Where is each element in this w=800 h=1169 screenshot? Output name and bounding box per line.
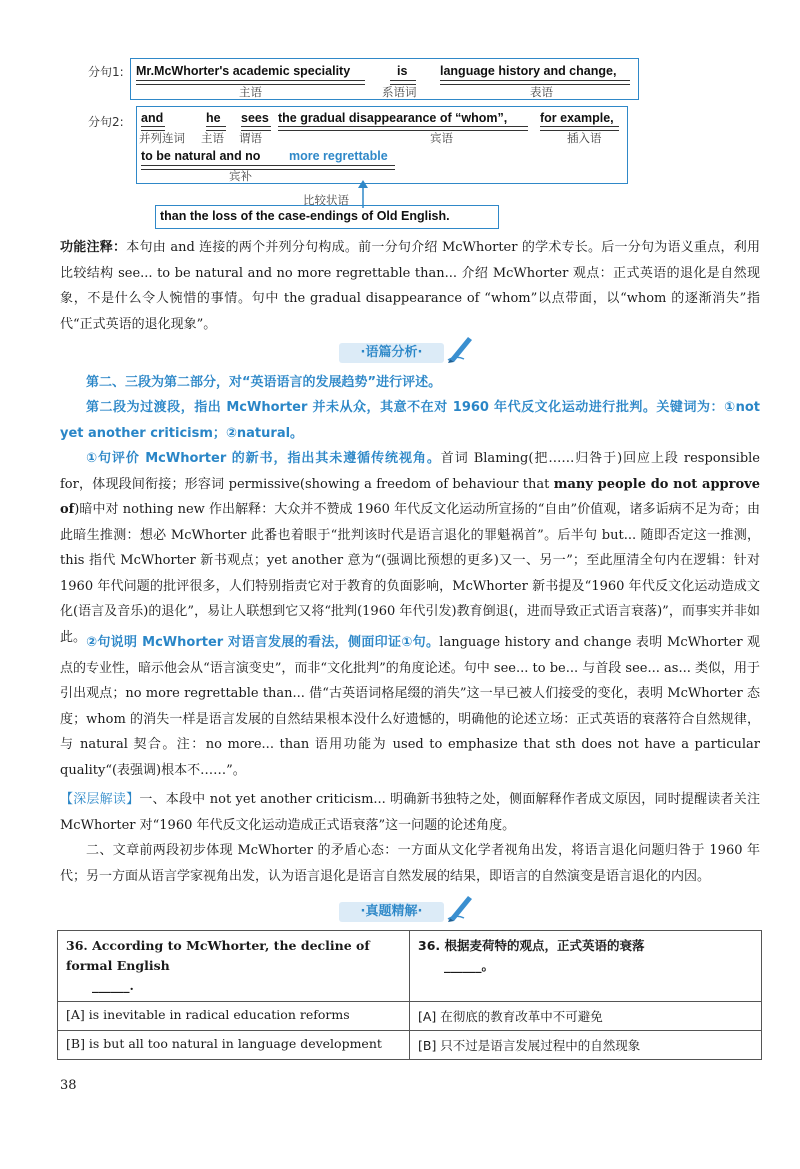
pen-icon bbox=[446, 333, 474, 363]
table-row bbox=[58, 1031, 762, 1060]
gloss-object: 宾语 bbox=[430, 131, 453, 145]
question-table bbox=[57, 930, 762, 1060]
function-note bbox=[60, 235, 760, 337]
question-stem-en: 36. According to McWhorter, the decline of formal English ______. bbox=[58, 931, 410, 1002]
analysis-sentence-1-lead: ①句评价 McWhorter 的新书，指出其未遵循传统视角。 bbox=[86, 451, 441, 466]
analysis-sentence-2-lead: ②句说明 McWhorter 对语言发展的看法，侧面印证①句。 bbox=[86, 635, 440, 650]
option-b-en: [B] is but all too natural in language development bbox=[58, 1031, 410, 1060]
gloss-object-complement: 宾补 bbox=[229, 169, 252, 183]
option-a-cn: [A] 在彻底的教育改革中不可避免 bbox=[410, 1002, 762, 1031]
question-stem-cn: 36. 根据麦荷特的观点，正式英语的衰落 ______。 bbox=[410, 931, 762, 1002]
complement-highlight: more regrettable bbox=[289, 149, 388, 163]
page-number: 38 bbox=[60, 1078, 77, 1093]
definition-bold: many people do not approve of bbox=[60, 476, 760, 517]
gloss-linking-verb: 系语词 bbox=[382, 85, 417, 99]
table-row bbox=[58, 1002, 762, 1031]
deep-reading-2: 二、文章前两段初步体现 McWhorter 的矛盾心态：一方面从文化学者视角出发，将语言退化问题归咎于 1960 年代；另一方面从语言学家视角出发，认为语言退化是语言自然发展的结果，即语言的自然演变是语言退化的内因。 bbox=[60, 843, 760, 884]
clause1-predicative: language history and change, bbox=[440, 64, 617, 78]
gloss-predicative: 表语 bbox=[530, 85, 553, 99]
gloss-insertion: 插入语 bbox=[567, 131, 602, 145]
analysis-intro: 第二、三段为第二部分，对“英语语言的发展趋势”进行评述。 bbox=[86, 375, 442, 390]
up-arrow-icon bbox=[355, 180, 371, 208]
analysis-sentence-1: ①句评价 McWhorter 的新书，指出其未遵循传统视角。首词 Blaming(把……归咎于)回应上段 responsible for，体现段间衔接；形容词 permissive(showing a freedom of behaviour that many people do not approve of)暗中对 nothing new 作出解释：大众并不赞成 1960 年代反文化运动所宣扬的“自由”价值观，诸多诟病不足为奇；由此暗生推测：想必 McWhorter 此番也着眼于“批判该时代是语言退化的罪魁祸首”。后半句 but... 随即否定这一推测，this 指代 McWhorter 新书观点；yet another 意为“(强调比预想的更多)又一、另一”；至此厘清全句内在逻辑：针对 1960 年代问题的批评很多，人们特别指责它对于教育的负面影响，McWhorter 新书提及“1960 年代反文化运动造成文化(语言及音乐)的退化”，易让人联想到它又将“批判(1960 年代引发)教育倒退(，进而导致正式语言衰落)”，而事实并非如此。 bbox=[60, 451, 760, 645]
function-note-label: 功能注释： bbox=[60, 240, 127, 255]
option-b-cn: [B] 只不过是语言发展过程中的自然现象 bbox=[410, 1031, 762, 1060]
clause2-and: and bbox=[141, 111, 164, 125]
section-title-exam-questions: ·真题精解· bbox=[339, 902, 444, 922]
analysis-transition: 第二段为过渡段，指出 McWhorter 并未从众，其意不在对 1960 年代反文化运动进行批判。关键词为：①not yet another criticism；②natural。 bbox=[60, 400, 760, 441]
clause2-he: he bbox=[206, 111, 221, 125]
gloss-predicate: 谓语 bbox=[239, 131, 262, 145]
pen-icon-2 bbox=[446, 892, 474, 922]
clause2-label: 分句2: bbox=[88, 115, 124, 129]
deep-reading: 【深层解读】一、本段中 not yet another criticism... 明确新书独特之处，侧面解释作者成文原因，同时提醒读者关注 McWhorter 对“1960 年代反文化运动造成正式语衰落”这一问题的论述角度。 bbox=[60, 792, 760, 833]
clause1-label: 分句1: bbox=[88, 65, 124, 79]
comparison-text: than the loss of the case-endings of Old English. bbox=[160, 209, 450, 223]
gloss-subject-2: 主语 bbox=[201, 131, 224, 145]
gloss-subject: 主语 bbox=[239, 85, 262, 99]
clause1-verb: is bbox=[397, 64, 408, 78]
clause1-subject: Mr.McWhorter's academic speciality bbox=[136, 64, 351, 78]
table-row bbox=[58, 931, 762, 1002]
clause2-insert: for example, bbox=[540, 111, 614, 125]
option-a-en: [A] is inevitable in radical education reforms bbox=[58, 1002, 410, 1031]
complement-text: to be natural and no bbox=[141, 149, 261, 163]
clause2-object: the gradual disappearance of “whom”, bbox=[278, 111, 508, 125]
gloss-comparative-adverbial: 比较状语 bbox=[303, 193, 349, 207]
gloss-conjunction: 并列连词 bbox=[139, 131, 185, 145]
clause2-sees: sees bbox=[241, 111, 269, 125]
analysis-sentence-2: ②句说明 McWhorter 对语言发展的看法，侧面印证①句。language history and change 表明 McWhorter 观点的专业性，暗示他会从“语言演变史”，而非“文化批判”的角度论述。句中 see... to be... 与首段 see... as... 类似，用于引出观点；no more regrettable than... 借“古英语词格尾缀的消失”这一早已被人们接受的变化，表明 McWhorter 态度；whom 的消失一样是语言发展的自然结果根本没什么好遗憾的，明确他的论述立场：正式英语的衰落符合自然规律，与 natural 契合。注：no more... than 语用功能为 used to emphasize that sth does not have a particular quality“(表强调)根本不……”。 bbox=[60, 635, 760, 778]
section-title-discourse-analysis: ·语篇分析· bbox=[339, 343, 444, 363]
deep-reading-label: 【深层解读】 bbox=[60, 792, 140, 807]
function-note-text: 本句由 and 连接的两个并列分句构成。前一分句介绍 McWhorter 的学术专长。后一分句为语义重点，利用比较结构 see... to be natural and no more regrettable than... 介绍 McWhorter 观点：正式英语的退化是自然现象，不是什么令人惋惜的事情。句中 the gradual disappearance of “whom”以点带面，以“whom 的逐渐消失”指代“正式英语的退化现象”。 bbox=[60, 240, 760, 332]
